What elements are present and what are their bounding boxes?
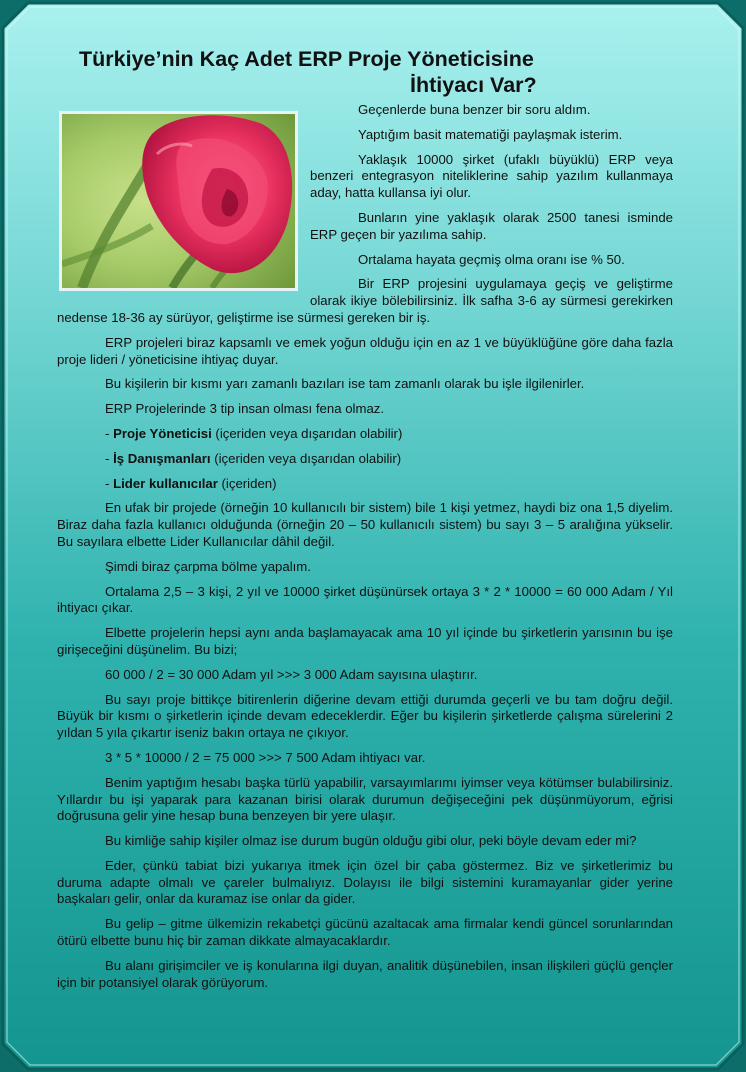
paragraph: Yaptığım basit matematiği paylaşmak isterim. <box>358 126 623 142</box>
list-item <box>57 476 673 493</box>
list-item-text: (içeriden) <box>217 475 277 491</box>
paragraph: Bu gelip – gitme ülkemizin rekabetçi gücünü azaltacak ama firmalar kendi güncel sorunlarından ötürü elbette bunu hiç bir zaman dikkate almayacaklardır. <box>57 916 673 949</box>
paragraph: Bu kimliğe sahip kişiler olmaz ise durum bugün olduğu gibi olur, peki böyle devam eder mi? <box>105 833 637 849</box>
list-item-bold: Lider kullanıcılar <box>113 475 218 491</box>
list-item-bold: İş Danışmanları <box>113 450 211 466</box>
list-item-text: (içeriden veya dışarıdan olabilir) <box>211 425 403 441</box>
paragraph: Bu kişilerin bir kısmı yarı zamanlı bazıları ise tam zamanlı olarak bu işle ilgilenirler. <box>105 376 585 392</box>
paragraph: ERP Projelerinde 3 tip insan olması fena olmaz. <box>105 401 385 417</box>
paragraph: Şimdi biraz çarpma bölme yapalım. <box>105 558 311 574</box>
red-rose-photo-icon <box>62 114 295 288</box>
title-line-2: İhtiyacı Var? <box>410 73 537 97</box>
paragraph: En ufak bir projede (örneğin 10 kullanıcılı bir sistem) bile 1 kişi yetmez, haydi biz ona 1,5 diyelim. Biraz daha fazla kullanıcı olduğunda (örneğin 20 – 50 kullanıcılı sistem) bu sayı 3 – 5 aralığına yükselir. Bu sayılara elbette Lider Kullanıcılar dâhil değil. <box>57 500 673 549</box>
list-bullet: - <box>105 450 114 466</box>
list-item-text: (içeriden veya dışarıdan olabilir) <box>210 450 402 466</box>
paragraph: Benim yaptığım hesabı başka türlü yapabilir, varsayımlarımı iyimser veya kötümser bulabilirsiniz. Yıllardır bu işi yaparak para kazanan birisi olarak durumun değişeceğini pek düşünmüyorum, eğrisi doğrusuna gelir yine hesap buna benzeyen bir yere ulaşır. <box>57 774 673 824</box>
paragraph: ERP projeleri biraz kapsamlı ve emek yoğun olduğu için en az 1 ve büyüklüğüne göre daha fazla proje lideri / yöneticisine ihtiyaç duyar. <box>57 334 673 367</box>
list-bullet: - <box>105 475 114 491</box>
list-item <box>57 451 673 468</box>
paragraph: Yaklaşık 10000 şirket (ufaklı büyüklü) ERP veya benzeri entegrasyon niteliklerine sahip yazılım kullanmaya aday, hatta kullansa iyi olur. <box>310 151 673 201</box>
paragraph: Bu alanı girişimciler ve iş konularına ilgi duyan, analitik düşünebilen, insan ilişkileri güçlü gençler için bir potansiyel olarak görüyorum. <box>57 957 673 990</box>
list-item <box>57 426 673 443</box>
list-item-bold: Proje Yöneticisi <box>113 425 212 441</box>
rose-photo <box>59 111 298 291</box>
article <box>57 46 673 999</box>
paragraph: 60 000 / 2 = 30 000 Adam yıl >>> 3 000 Adam sayısına ulaştırır. <box>105 666 478 682</box>
paragraph: Bu sayı proje bittikçe bitirenlerin diğerine devam ettiği durumda geçerli ve bu tam doğru değil. Büyük bir kısmı o şirketlerin içinde devam edeceklerdir. Eğer bu kişilerin şirketlerde çalışma sürelerini 2 yıldan 5 yıla çıkartır iseniz bakın ortaya ne çıkıyor. <box>57 691 673 741</box>
list-bullet: - <box>105 425 114 441</box>
paragraph: Eder, çünkü tabiat bizi yukarıya itmek için özel bir çaba göstermez. Biz ve şirketlerimiz bu duruma adapte olmalı ve çareler bulmalıyız. Dolayısı ile bilgi sistemini kuramayanlar gider yerine başkaları gelir, onlar da kuramaz ise onlar da gider. <box>57 857 673 907</box>
paragraph: Bir ERP projesini uygulamaya geçiş ve geliştirme olarak ikiye bölebilirsiniz. İlk safha 3-6 ay sürmesi gerekirken nedense 18-36 ay sürüyor, geliştirme ise sürmesi gereken bir iş. <box>57 276 673 325</box>
paragraph: Elbette projelerin hepsi aynı anda başlamayacak ama 10 yıl içinde bu şirketlerin yarısının bu işe girişeceğini düşünelim. Bu bizi; <box>57 625 673 657</box>
page-title <box>57 46 673 98</box>
title-line-1: Türkiye’nin Kaç Adet ERP Proje Yöneticisine <box>79 47 534 71</box>
paragraph: Geçenlerde buna benzer bir soru aldım. <box>358 102 591 117</box>
paragraph: Bunların yine yaklaşık olarak 2500 tanesi isminde ERP geçen bir yazılıma sahip. <box>310 209 673 242</box>
paragraph: Ortalama hayata geçmiş olma oranı ise % 50. <box>358 251 625 267</box>
paragraph: 3 * 5 * 10000 / 2 = 75 000 >>> 7 500 Adam ihtiyacı var. <box>105 749 426 765</box>
paragraph: Ortalama 2,5 – 3 kişi, 2 yıl ve 10000 şirket düşünürsek ortaya 3 * 2 * 10000 = 60 000 Adam / Yıl ihtiyacı çıkar. <box>57 583 673 616</box>
